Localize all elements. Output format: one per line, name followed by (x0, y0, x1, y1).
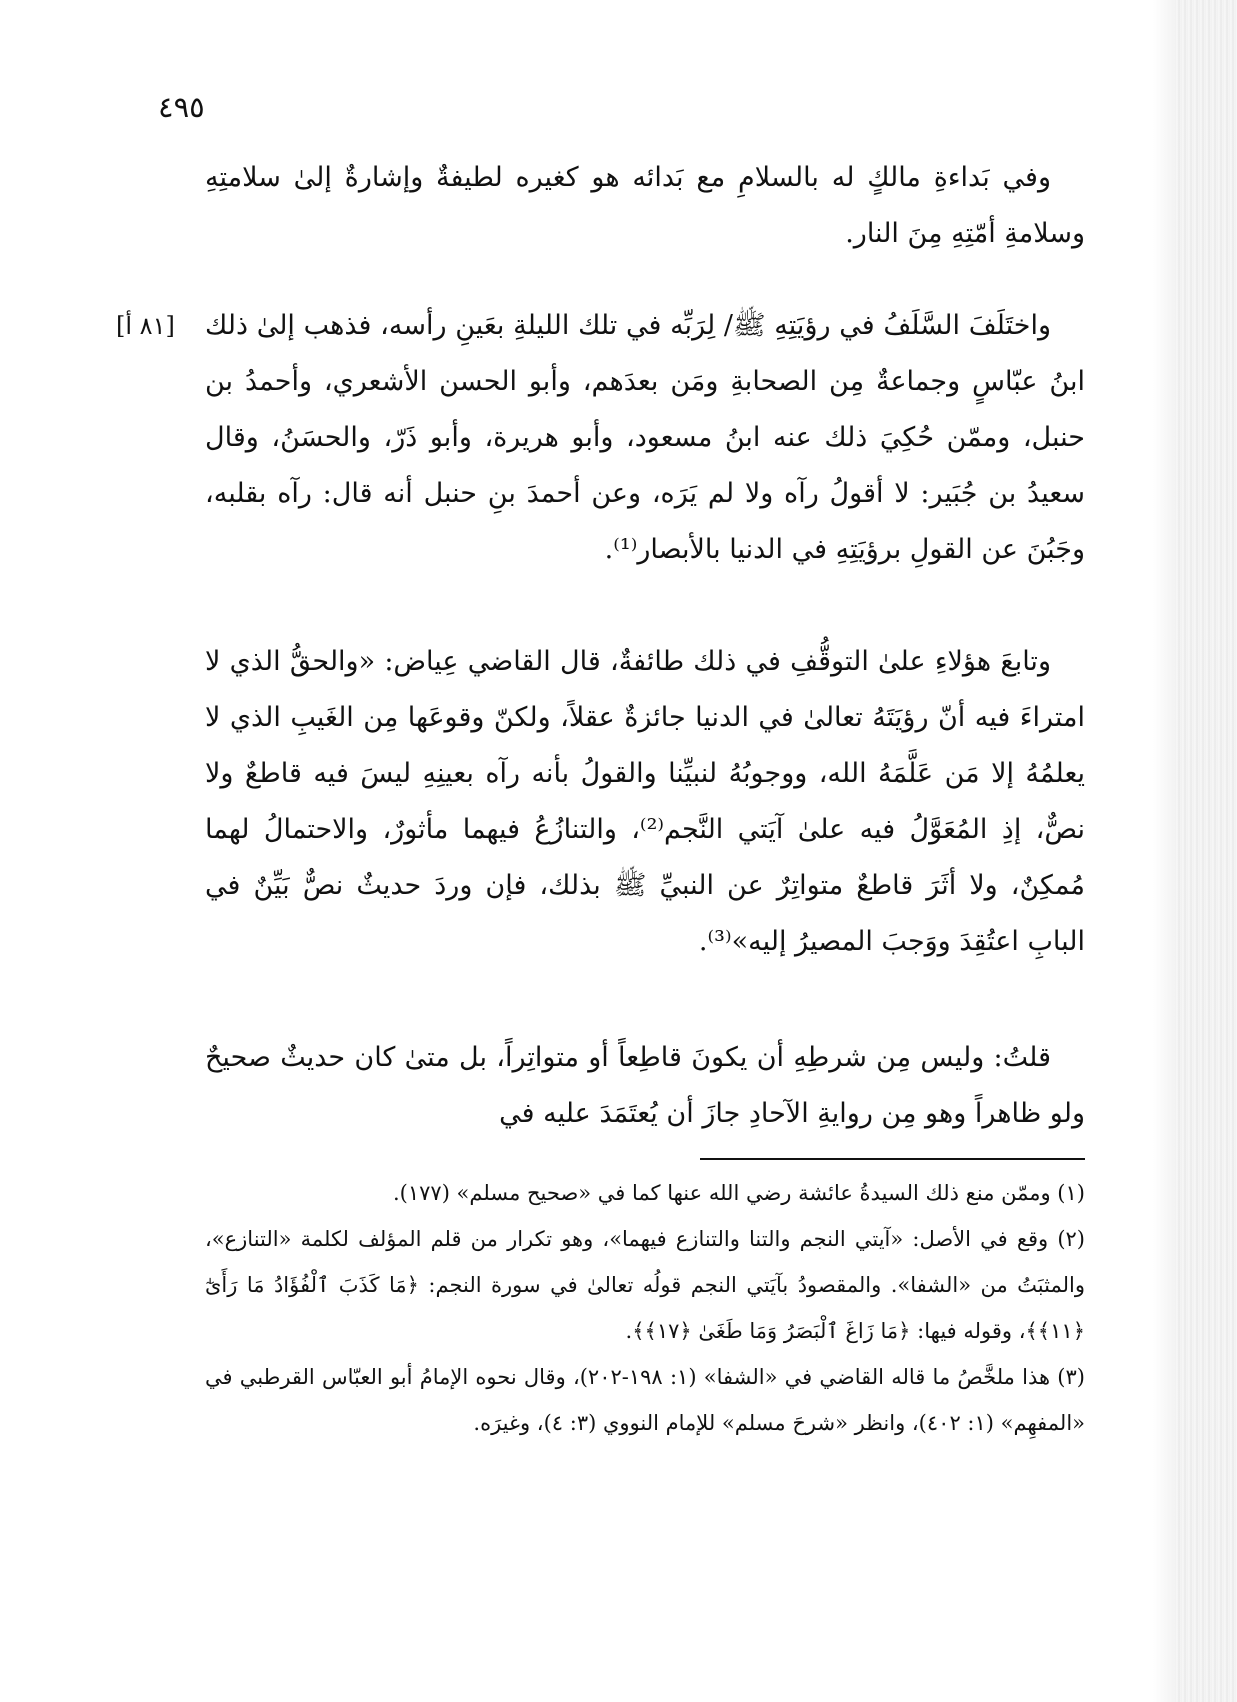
body-paragraph-1: وفي بَداءةِ مالكٍ له بالسلامِ مع بَدائه هو كغيره لطيفةٌ وإشارةٌ إلىٰ سلامتِهِ وسلامةِ أمّتِهِ مِنَ النار. (205, 162, 1085, 249)
scan-shadow-inner (1153, 0, 1175, 1702)
body-paragraph-4: قلتُ: وليس مِن شرطِهِ أن يكونَ قاطِعاً أو متواتِراً، بل متىٰ كان حديثٌ صحيحٌ ولو ظاهراً وهو مِن روايةِ الآحادِ جازَ أن يُعتَمَدَ عليه في (205, 1042, 1085, 1129)
body-paragraph-3: وتابعَ هؤلاءِ علىٰ التوقُّفِ في ذلك طائفةٌ، قال القاضي عِياض: «والحقُّ الذي لا امتراءَ فيه أنّ رؤيَتَهُ تعالىٰ في الدنيا جائزةٌ عقلاً، ولكنّ وقوعَها مِن الغَيبِ الذي لا يعلمُهُ إلا مَن عَلَّمَهُ الله، ووجوبُهُ لنبيِّنا والقولُ بأنه رآه بعينِهِ ليسَ فيه قاطعٌ ولا نصٌّ، إذِ المُعَوَّلُ فيه علىٰ آيَتي النَّجم⁽²⁾، والتنازُعُ فيهما مأثورٌ، والاحتمالُ لهما مُمكِنٌ، ولا أثَرَ قاطعٌ متواتِرٌ عن النبيِّ ﷺ بذلك، فإن وردَ حديثٌ نصٌّ بَيِّنٌ في البابِ اعتُقِدَ ووَجبَ المصيرُ إليه»⁽³⁾. (205, 646, 1085, 957)
scan-edge-texture (1175, 0, 1237, 1702)
footnote-3: (٣) هذا ملخَّصُ ما قاله القاضي في «الشفا» (١: ١٩٨-٢٠٢)، وقال نحوه الإمامُ أبو العبّاس القرطبي في «المفهِم» (١: ٤٠٢)، وانظر «شرحَ مسلم» للإمام النووي (٣: ٤)، وغيرَه. (205, 1365, 1085, 1435)
footnote-1: (١) وممّن منع ذلك السيدةُ عائشة رضي الله عنها كما في «صحيح مسلم» (١٧٧). (392, 1181, 1085, 1205)
body-paragraph-2: واختَلَفَ السَّلَفُ في رؤيَتِهِ ﷺ/ لِرَبِّه في تلك الليلةِ بعَينِ رأسه، فذهب إلىٰ ذلك ابنُ عبّاسٍ وجماعةٌ مِن الصحابةِ ومَن بعدَهم، وأبو الحسن الأشعري، وأحمدُ بن حنبل، وممّن حُكِيَ ذلك عنه ابنُ مسعود، وأبو هريرة، وأبو ذَرّ، والحسَنُ، وقال سعيدُ بن جُبَير: لا أقولُ رآه ولا لم يَرَه، وعن أحمدَ بنِ حنبل أنه قال: رآه بقلبه، وجَبُنَ عن القولِ برؤيَتِهِ في الدنيا بالأبصار⁽¹⁾. (205, 310, 1085, 565)
page-number: ٤٩٥ (158, 90, 205, 124)
footnotes-block (205, 1170, 1085, 1446)
footnote-2: (٢) وقع في الأصل: «آيتي النجم والتنا والتنازع فيهما»، وهو تكرار من قلم المؤلف لكلمة «التنازع»، والمثبَتُ من «الشفا». والمقصودُ بآيَتي النجم قولُه تعالىٰ في سورة النجم: ﴿مَا كَذَبَ ٱلْفُؤَادُ مَا رَأَىٰٓ ﴿١١﴾﴾، وقوله فيها: ﴿مَا زَاغَ ٱلْبَصَرُ وَمَا طَغَىٰ ﴿١٧﴾﴾. (205, 1227, 1085, 1343)
footnote-separator (700, 1158, 1085, 1160)
margin-folio-note: [٨١ أ] (116, 312, 175, 340)
